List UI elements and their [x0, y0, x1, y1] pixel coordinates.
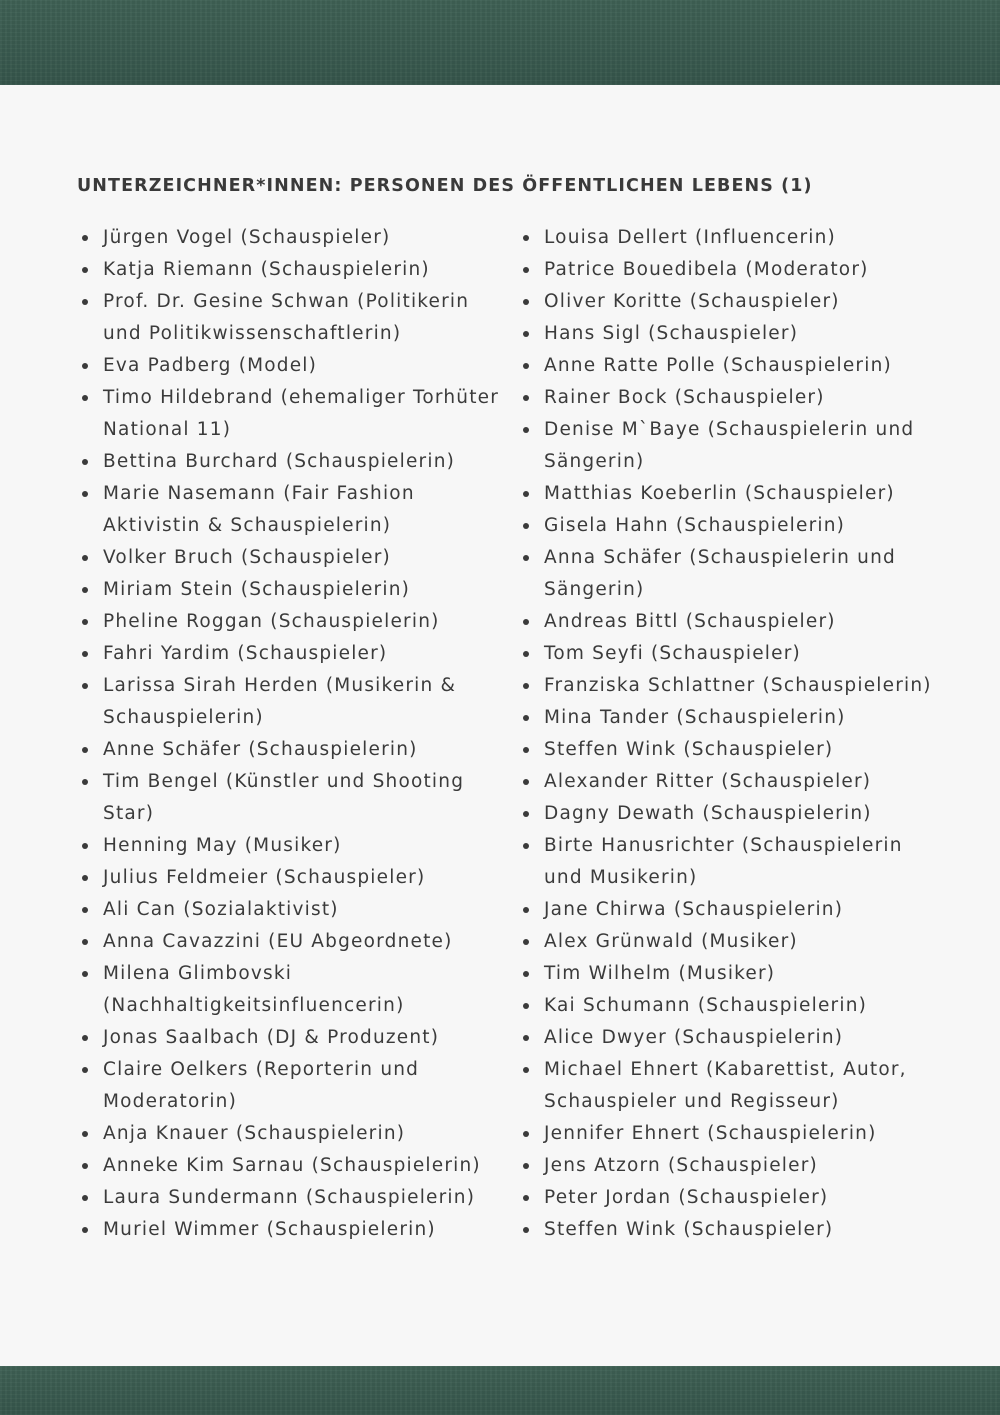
list-item: Steffen Wink (Schauspieler) — [523, 1214, 943, 1246]
list-item: Rainer Bock (Schauspieler) — [523, 382, 943, 414]
list-item: Jonas Saalbach (DJ & Produzent) — [82, 1022, 502, 1054]
list-item: Anne Schäfer (Schauspielerin) — [82, 734, 502, 766]
list-item: Anna Schäfer (Schauspielerin und Sängerin) — [523, 542, 943, 606]
list-item: Alex Grünwald (Musiker) — [523, 926, 943, 958]
list-item: Patrice Bouedibela (Moderator) — [523, 254, 943, 286]
list-item: Tom Seyfi (Schauspieler) — [523, 638, 943, 670]
list-item: Milena Glimbovski (Nachhaltigkeitsinfluencerin) — [82, 958, 502, 1022]
signer-list-right — [523, 222, 943, 1246]
list-item: Bettina Burchard (Schauspielerin) — [82, 446, 502, 478]
list-item: Jane Chirwa (Schauspielerin) — [523, 894, 943, 926]
list-item: Larissa Sirah Herden (Musikerin & Schauspielerin) — [82, 670, 502, 734]
list-item: Julius Feldmeier (Schauspieler) — [82, 862, 502, 894]
list-item: Michael Ehnert (Kabarettist, Autor, Schauspieler und Regisseur) — [523, 1054, 943, 1118]
list-item: Ali Can (Sozialaktivist) — [82, 894, 502, 926]
top-decorative-band — [0, 0, 1000, 85]
list-item: Andreas Bittl (Schauspieler) — [523, 606, 943, 638]
list-item: Eva Padberg (Model) — [82, 350, 502, 382]
list-item: Tim Bengel (Künstler und Shooting Star) — [82, 766, 502, 830]
list-item: Katja Riemann (Schauspielerin) — [82, 254, 502, 286]
list-item: Denise M`Baye (Schauspielerin und Sängerin) — [523, 414, 943, 478]
list-item: Claire Oelkers (Reporterin und Moderatorin) — [82, 1054, 502, 1118]
list-item: Alexander Ritter (Schauspieler) — [523, 766, 943, 798]
list-item: Marie Nasemann (Fair Fashion Aktivistin & Schauspielerin) — [82, 478, 502, 542]
list-item: Muriel Wimmer (Schauspielerin) — [82, 1214, 502, 1246]
list-item: Tim Wilhelm (Musiker) — [523, 958, 943, 990]
page-title: UNTERZEICHNER*INNEN: PERSONEN DES ÖFFENTLICHEN LEBENS (1) — [77, 176, 813, 196]
signer-list-left — [82, 222, 502, 1246]
list-item: Matthias Koeberlin (Schauspieler) — [523, 478, 943, 510]
list-item: Mina Tander (Schauspielerin) — [523, 702, 943, 734]
list-item: Louisa Dellert (Influencerin) — [523, 222, 943, 254]
list-item: Pheline Roggan (Schauspielerin) — [82, 606, 502, 638]
list-item: Oliver Koritte (Schauspieler) — [523, 286, 943, 318]
list-item: Timo Hildebrand (ehemaliger Torhüter National 11) — [82, 382, 502, 446]
bottom-decorative-band — [0, 1366, 1000, 1415]
list-item: Alice Dwyer (Schauspielerin) — [523, 1022, 943, 1054]
list-item: Jennifer Ehnert (Schauspielerin) — [523, 1118, 943, 1150]
list-item: Prof. Dr. Gesine Schwan (Politikerin und Politikwissenschaftlerin) — [82, 286, 502, 350]
list-item: Dagny Dewath (Schauspielerin) — [523, 798, 943, 830]
list-item: Gisela Hahn (Schauspielerin) — [523, 510, 943, 542]
list-item: Volker Bruch (Schauspieler) — [82, 542, 502, 574]
list-item: Hans Sigl (Schauspieler) — [523, 318, 943, 350]
list-item: Jens Atzorn (Schauspieler) — [523, 1150, 943, 1182]
list-item: Anna Cavazzini (EU Abgeordnete) — [82, 926, 502, 958]
list-item: Anneke Kim Sarnau (Schauspielerin) — [82, 1150, 502, 1182]
list-item: Anne Ratte Polle (Schauspielerin) — [523, 350, 943, 382]
list-item: Anja Knauer (Schauspielerin) — [82, 1118, 502, 1150]
list-item: Steffen Wink (Schauspieler) — [523, 734, 943, 766]
list-item: Birte Hanusrichter (Schauspielerin und Musikerin) — [523, 830, 943, 894]
list-item: Kai Schumann (Schauspielerin) — [523, 990, 943, 1022]
list-item: Henning May (Musiker) — [82, 830, 502, 862]
list-item: Miriam Stein (Schauspielerin) — [82, 574, 502, 606]
list-item: Peter Jordan (Schauspieler) — [523, 1182, 943, 1214]
list-item: Jürgen Vogel (Schauspieler) — [82, 222, 502, 254]
list-item: Fahri Yardim (Schauspieler) — [82, 638, 502, 670]
list-item: Franziska Schlattner (Schauspielerin) — [523, 670, 943, 702]
list-item: Laura Sundermann (Schauspielerin) — [82, 1182, 502, 1214]
